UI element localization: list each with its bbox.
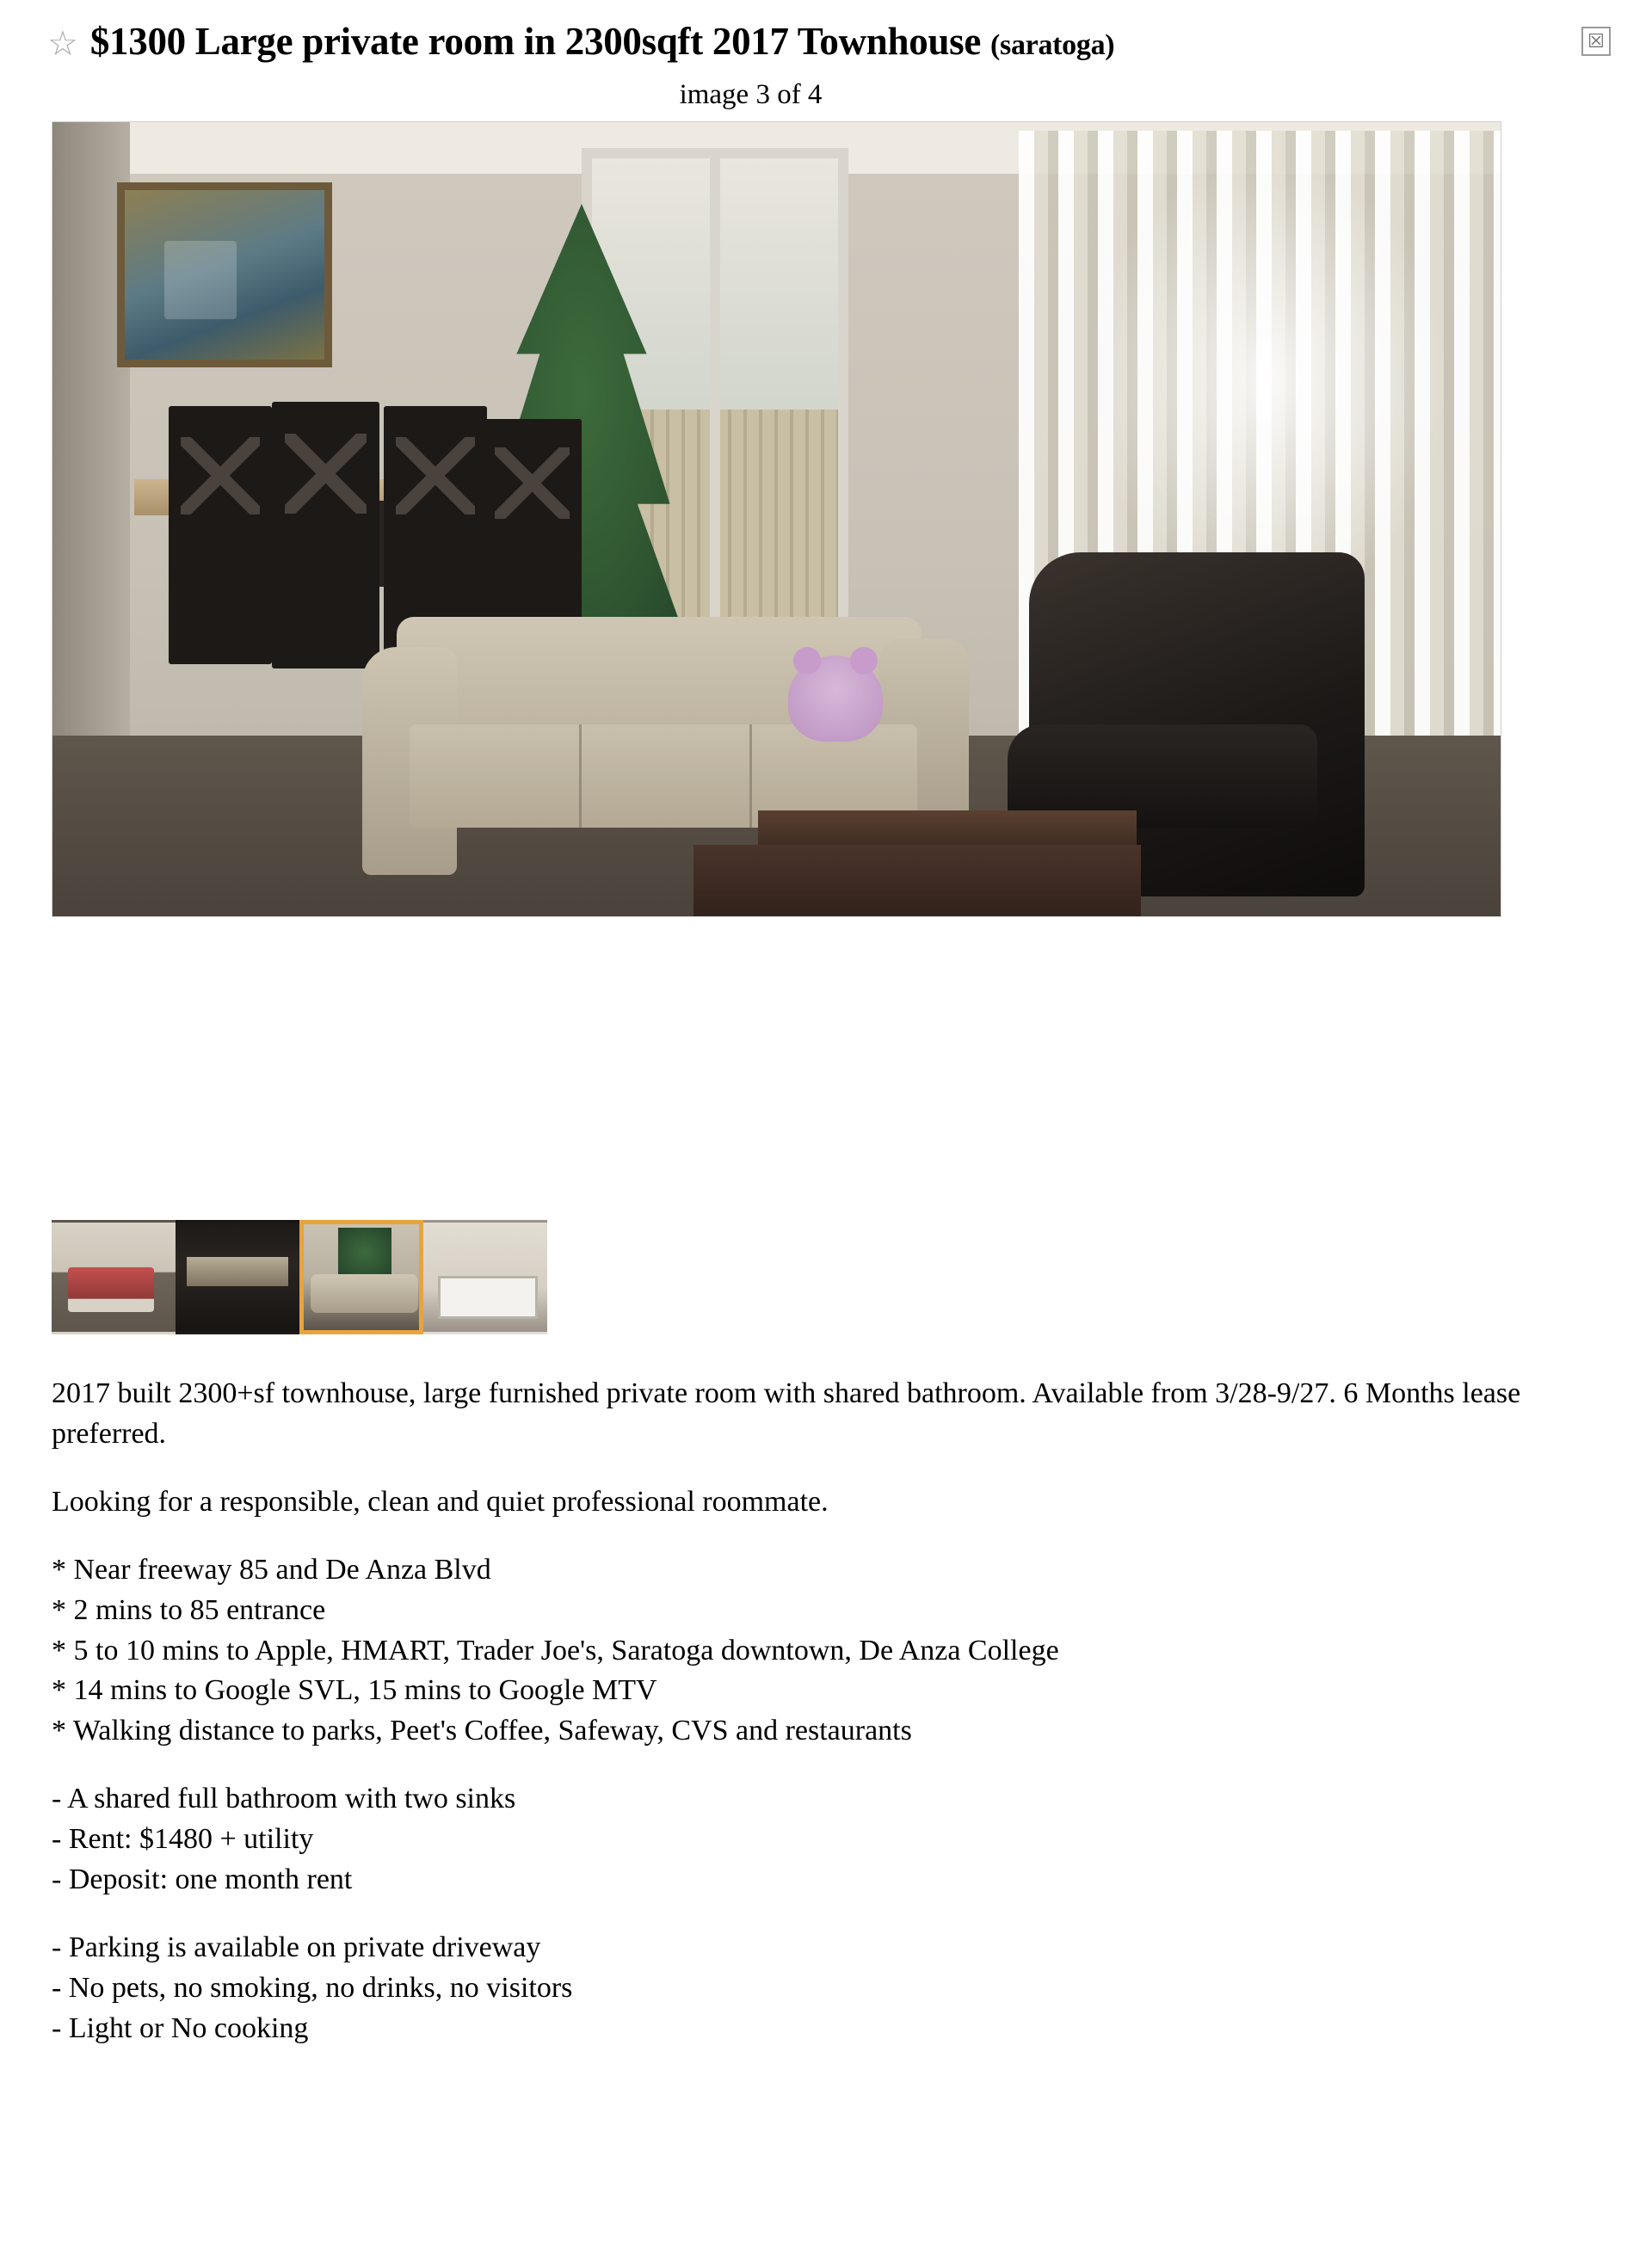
thumbnail-4[interactable] [423, 1220, 547, 1334]
thumbnail-2[interactable] [176, 1220, 299, 1334]
posting-paragraph-1: 2017 built 2300+sf townhouse, large furnished private room with shared bathroom. Available from 3/28-9/27. 6 Months lease preferred. [52, 1377, 1521, 1450]
photo-window-light [1088, 157, 1449, 604]
star-icon[interactable]: ☆ [47, 24, 78, 63]
close-icon[interactable]: ☒ [1581, 27, 1611, 56]
posting-paragraph-2: Looking for a responsible, clean and quiet professional roommate. [52, 1485, 829, 1518]
photo-chair-back-icon [495, 447, 570, 519]
photo-sofa-seam [749, 724, 752, 828]
photo-door-mullion [710, 158, 720, 624]
thumbnail-3[interactable] [299, 1220, 423, 1334]
photo-chair-back-icon [285, 434, 367, 514]
list-item: * 5 to 10 mins to Apple, HMART, Trader Joe's, Saratoga downtown, De Anza College [52, 1634, 1059, 1666]
photo-chair-back-icon [396, 437, 474, 514]
photo-sofa-seam [579, 724, 582, 828]
list-item: * Near freeway 85 and De Anza Blvd [52, 1553, 491, 1586]
photo-dining-chair [272, 402, 379, 668]
thumbnail-1[interactable] [52, 1220, 176, 1334]
page-title [90, 19, 1114, 64]
photo-wall-painting [117, 182, 332, 367]
list-item: - Parking is available on private driveway [52, 1931, 541, 1963]
photo-chair-back-icon [181, 437, 259, 514]
posting-terms-bullets [52, 1779, 1592, 1900]
list-item: * 14 mins to Google SVL, 15 mins to Google MTV [52, 1674, 657, 1707]
posting-title: $1300 Large private room in 2300sqft 2017 Townhouse [89, 20, 982, 63]
list-item: - Light or No cooking [52, 2011, 309, 2044]
posting-location-bullets [52, 1550, 1592, 1753]
posting-title-row [0, 0, 1652, 64]
photo-dining-chair [169, 406, 272, 664]
thumbnail-strip[interactable] [52, 1220, 1652, 1334]
list-item: * 2 mins to 85 entrance [52, 1593, 326, 1626]
list-item: - Rent: $1480 + utility [52, 1823, 314, 1856]
list-item: * Walking distance to parks, Peet's Coffee, Safeway, CVS and restaurants [52, 1715, 912, 1747]
list-item: - No pets, no smoking, no drinks, no visitors [52, 1971, 573, 2004]
image-counter: image 3 of 4 [679, 79, 823, 110]
main-photo[interactable] [52, 121, 1501, 917]
posting-neighborhood: (saratoga) [990, 29, 1115, 61]
photo-coffee-table [693, 845, 1141, 917]
photo-teddy-bear [788, 656, 883, 742]
list-item: - A shared full bathroom with two sinks [52, 1783, 516, 1815]
posting-rules-bullets [52, 1928, 1592, 2049]
list-item: - Deposit: one month rent [52, 1863, 353, 1896]
posting-body [52, 1374, 1592, 2049]
